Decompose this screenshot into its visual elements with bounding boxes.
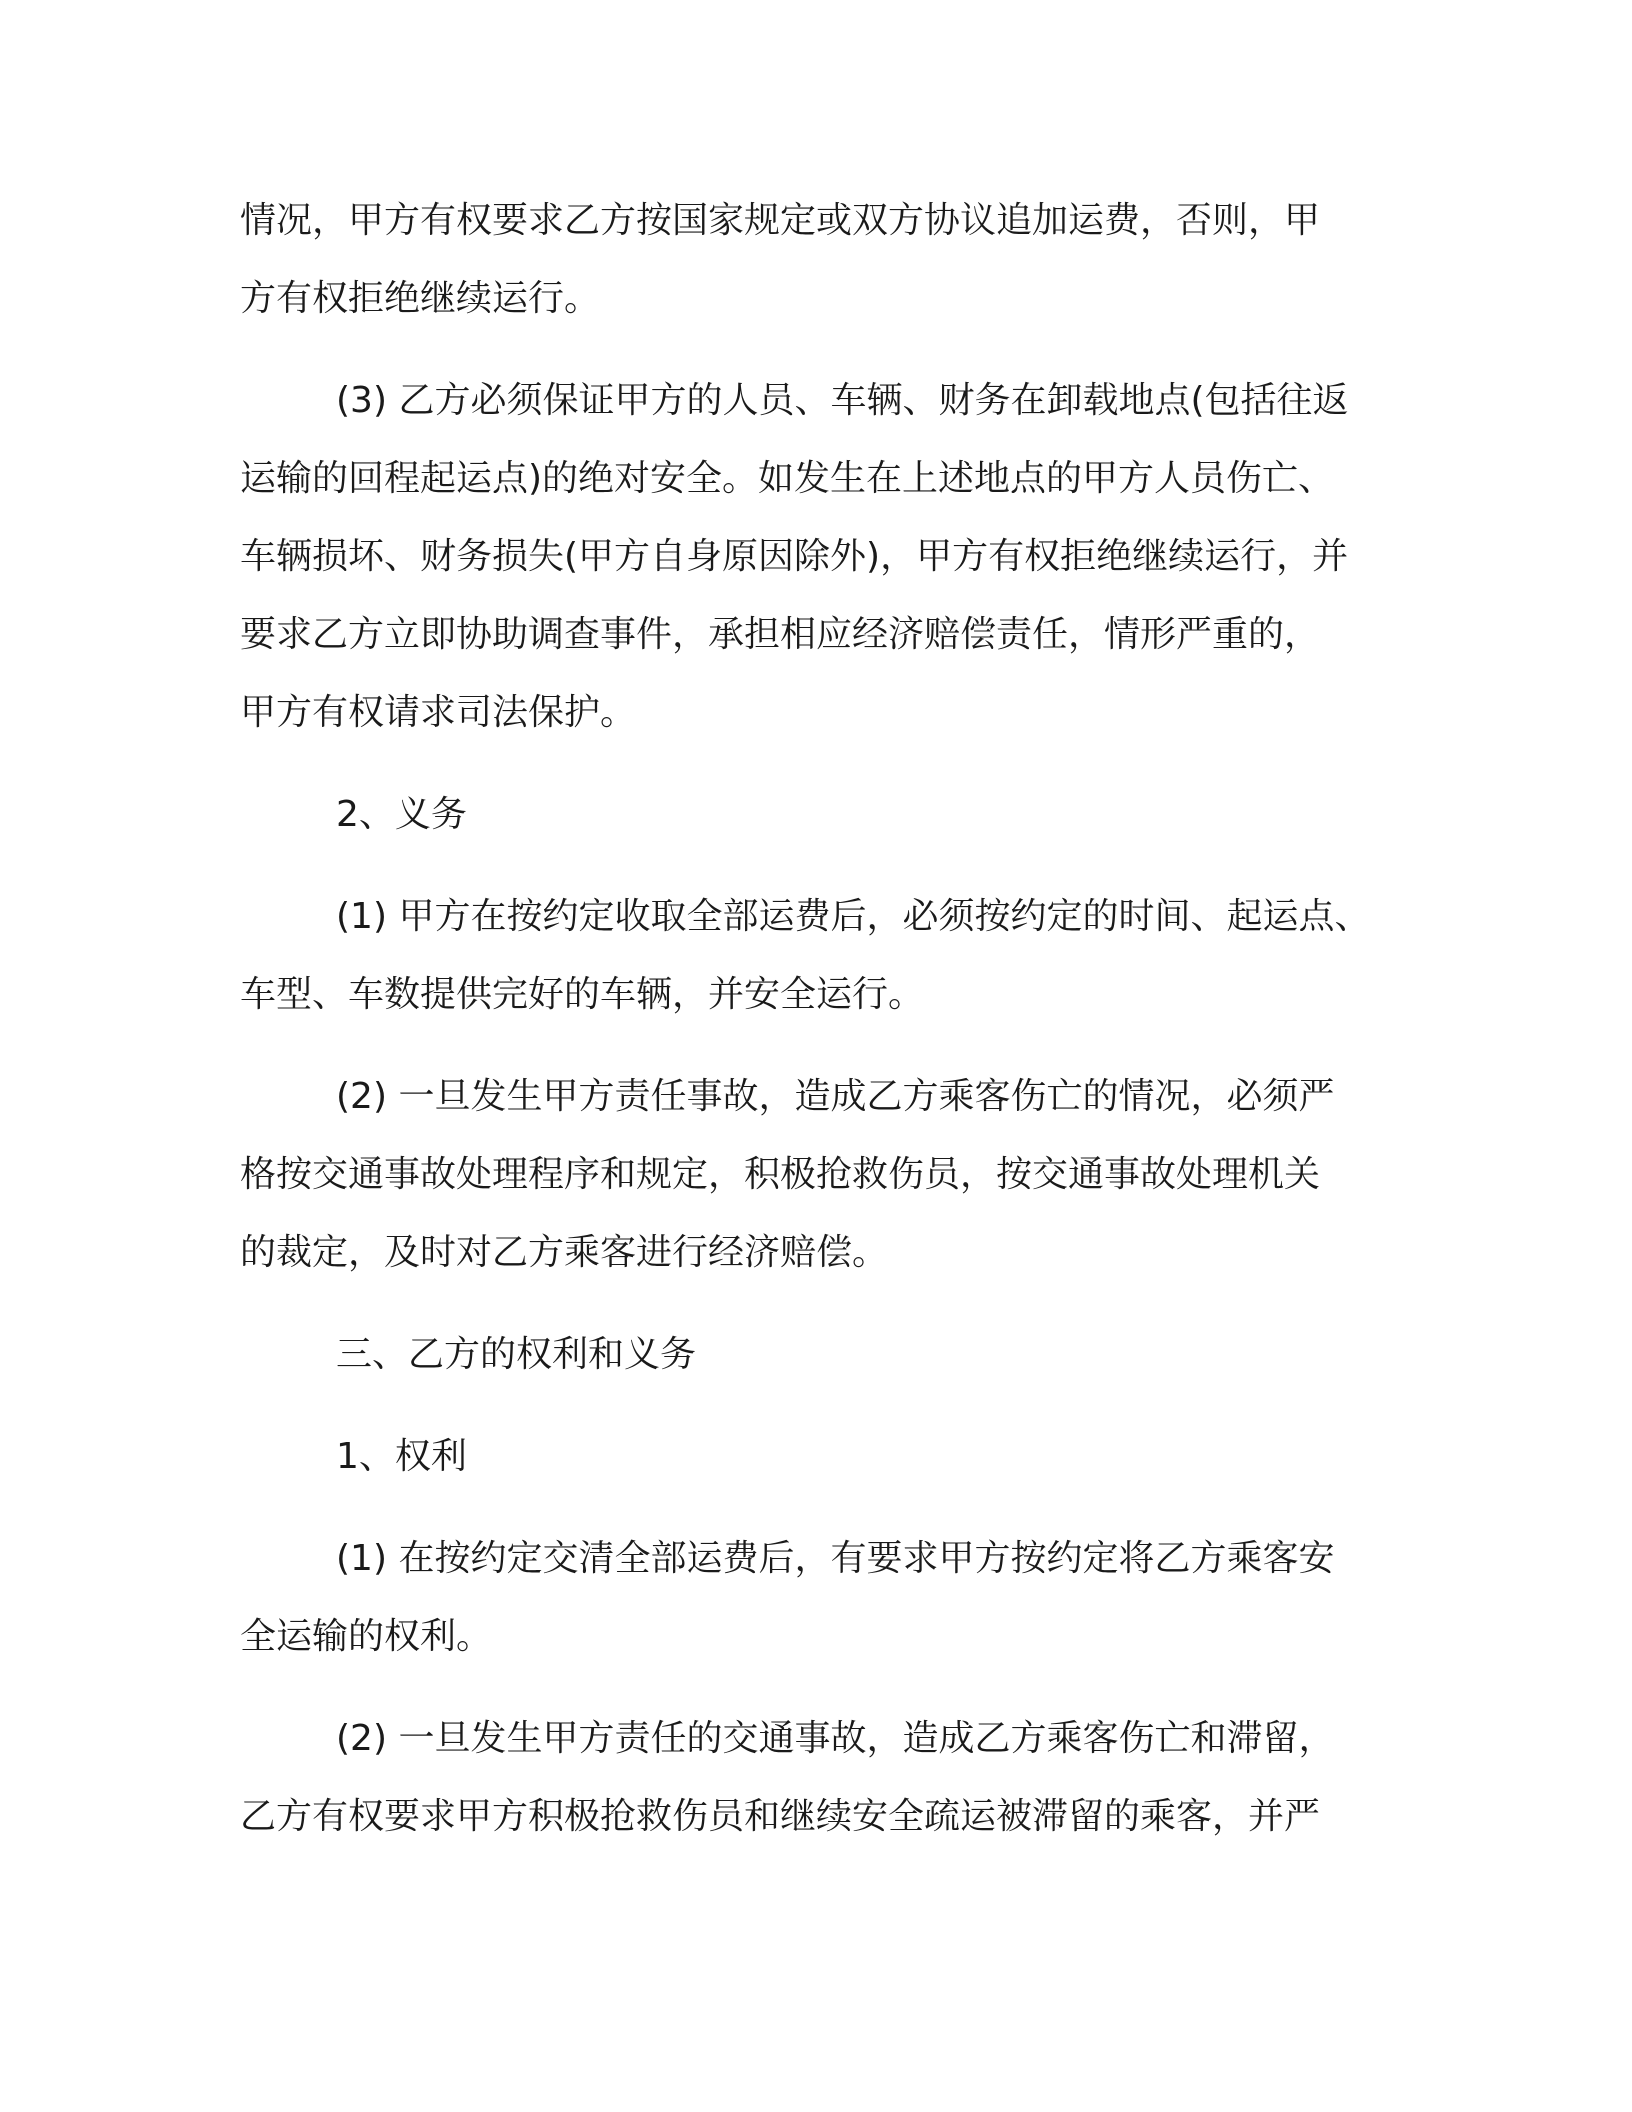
text-line: (2) 一旦发生甲方责任事故，造成乙方乘客伤亡的情况，必须严 xyxy=(336,1076,1335,1117)
text-line: 三、乙方的权利和义务 xyxy=(336,1334,697,1375)
paragraph-obligation-2 xyxy=(240,1058,1390,1136)
text-line: 运输的回程起运点)的绝对安全。如发生在上述地点的甲方人员伤亡、 xyxy=(240,458,1335,499)
text-line: 车型、车数提供完好的车辆，并安全运行。 xyxy=(240,974,925,1015)
text-line: 车辆损坏、财务损失(甲方自身原因除外)，甲方有权拒绝继续运行，并 xyxy=(240,536,1349,577)
paragraph-right-2 xyxy=(240,1700,1390,1778)
text-line: 要求乙方立即协助调查事件，承担相应经济赔偿责任，情形严重的， xyxy=(240,614,1321,655)
document-page xyxy=(240,182,1390,1880)
text-line: 方有权拒绝继续运行。 xyxy=(240,278,601,319)
section-heading-party-b xyxy=(240,1316,1390,1394)
paragraph-obligation-1 xyxy=(240,878,1390,956)
section-heading-rights xyxy=(240,1418,1390,1496)
paragraph-right-1 xyxy=(240,1520,1390,1598)
text-line: (1) 在按约定交清全部运费后，有要求甲方按约定将乙方乘客安 xyxy=(336,1538,1335,1579)
text-line: 格按交通事故处理程序和规定，积极抢救伤员，按交通事故处理机关 xyxy=(240,1154,1321,1195)
paragraph-2 xyxy=(240,362,1390,440)
text-line: (1) 甲方在按约定收取全部运费后，必须按约定的时间、起运点、 xyxy=(336,896,1371,937)
paragraph-1 xyxy=(240,182,1390,338)
text-line: 乙方有权要求甲方积极抢救伤员和继续安全疏运被滞留的乘客，并严 xyxy=(240,1796,1321,1837)
text-line: 1、权利 xyxy=(336,1436,467,1477)
paragraph-2-cont xyxy=(240,440,1390,752)
text-line: 全运输的权利。 xyxy=(240,1616,493,1657)
paragraph-right-1-cont xyxy=(240,1598,1390,1676)
text-line: 情况，甲方有权要求乙方按国家规定或双方协议追加运费，否则，甲 xyxy=(240,200,1321,241)
text-line: (3) 乙方必须保证甲方的人员、车辆、财务在卸载地点(包括往返 xyxy=(336,380,1349,421)
text-line: 2、义务 xyxy=(336,794,467,835)
paragraph-obligation-1-cont xyxy=(240,956,1390,1034)
section-heading-obligations xyxy=(240,776,1390,854)
text-line: (2) 一旦发生甲方责任的交通事故，造成乙方乘客伤亡和滞留， xyxy=(336,1718,1335,1759)
paragraph-obligation-2-cont xyxy=(240,1136,1390,1292)
text-line: 的裁定，及时对乙方乘客进行经济赔偿。 xyxy=(240,1232,889,1273)
text-line: 甲方有权请求司法保护。 xyxy=(240,692,637,733)
paragraph-right-2-cont xyxy=(240,1778,1390,1856)
